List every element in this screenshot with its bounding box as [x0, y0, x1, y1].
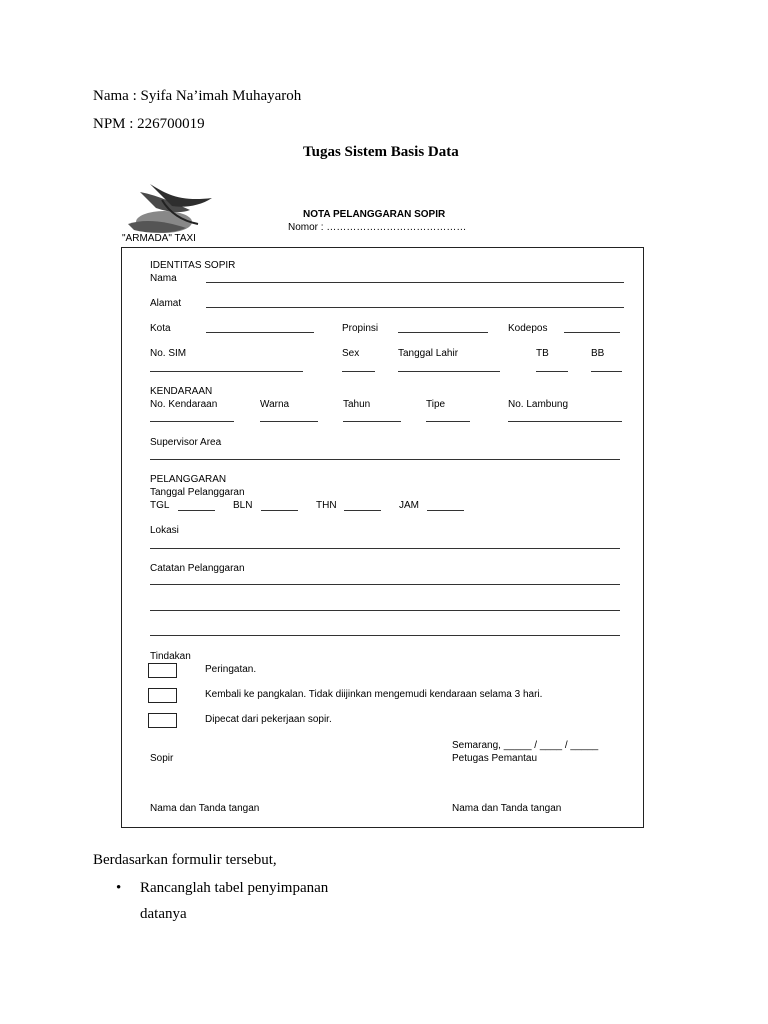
logo-caption: "ARMADA" TAXI: [122, 233, 196, 244]
sopir-signature-label: Nama dan Tanda tangan: [150, 803, 260, 814]
no-kendaraan-line: [150, 421, 234, 422]
tgl-line: [178, 510, 215, 511]
assignment-title: Tugas Sistem Basis Data: [303, 144, 459, 160]
tahun-label: Tahun: [343, 399, 371, 410]
catatan-line-3: [150, 635, 620, 636]
taxi-logo-icon: [120, 180, 215, 238]
tindakan-option-1: Peringatan.: [205, 664, 257, 675]
sex-line: [342, 371, 375, 372]
nama-label: Nama: [150, 273, 177, 284]
tipe-line: [426, 421, 470, 422]
no-lambung-label: No. Lambung: [508, 399, 569, 410]
warna-line: [260, 421, 318, 422]
place-date: Semarang, _____ / ____ / _____: [452, 740, 599, 751]
tindakan-checkbox-2: [148, 688, 177, 703]
lokasi-line: [150, 548, 620, 549]
no-sim-line: [150, 371, 303, 372]
lokasi-label: Lokasi: [150, 525, 179, 536]
catatan-line-2: [150, 610, 620, 611]
tindakan-option-2: Kembali ke pangkalan. Tidak diijinkan mengemudi kendaraan selama 3 hari.: [205, 689, 543, 700]
propinsi-line: [398, 332, 488, 333]
propinsi-label: Propinsi: [342, 323, 379, 334]
no-lambung-line: [508, 421, 622, 422]
tanggal-lahir-line: [398, 371, 500, 372]
sex-label: Sex: [342, 348, 360, 359]
tb-line: [536, 371, 568, 372]
tindakan-checkbox-3: [148, 713, 177, 728]
sopir-label: Sopir: [150, 753, 174, 764]
kendaraan-heading: KENDARAAN: [150, 386, 213, 397]
tanggal-lahir-label: Tanggal Lahir: [398, 348, 459, 359]
tgl-label: TGL: [150, 500, 170, 511]
tb-label: TB: [536, 348, 549, 359]
form-title: NOTA PELANGGARAN SOPIR: [303, 209, 446, 220]
nomor-label: Nomor : ……………………………………: [288, 222, 467, 233]
thn-label: THN: [316, 500, 337, 511]
task-line-2: datanya: [140, 906, 187, 922]
bb-label: BB: [591, 348, 605, 359]
identitas-heading: IDENTITAS SOPIR: [150, 260, 236, 271]
student-npm: NPM : 226700019: [93, 116, 205, 132]
kodepos-line: [564, 332, 620, 333]
bb-line: [591, 371, 622, 372]
petugas-label: Petugas Pemantau: [452, 753, 538, 764]
petugas-signature-label: Nama dan Tanda tangan: [452, 803, 562, 814]
nama-line: [206, 282, 624, 283]
tahun-line: [343, 421, 401, 422]
kota-line: [206, 332, 314, 333]
catatan-label: Catatan Pelanggaran: [150, 563, 245, 574]
tindakan-heading: Tindakan: [150, 651, 191, 662]
intro-text: Berdasarkan formulir tersebut,: [93, 852, 277, 868]
supervisor-area-label: Supervisor Area: [150, 437, 222, 448]
thn-line: [344, 510, 381, 511]
alamat-line: [206, 307, 624, 308]
kodepos-label: Kodepos: [508, 323, 548, 334]
alamat-label: Alamat: [150, 298, 182, 309]
pelanggaran-heading: PELANGGARAN: [150, 474, 227, 485]
jam-label: JAM: [399, 500, 419, 511]
tindakan-checkbox-1: [148, 663, 177, 678]
catatan-line-1: [150, 584, 620, 585]
warna-label: Warna: [260, 399, 290, 410]
kota-label: Kota: [150, 323, 171, 334]
tindakan-option-3: Dipecat dari pekerjaan sopir.: [205, 714, 332, 725]
bullet-icon: •: [116, 880, 122, 896]
jam-line: [427, 510, 464, 511]
task-line-1: Rancanglah tabel penyimpanan: [140, 880, 329, 896]
tipe-label: Tipe: [426, 399, 446, 410]
tanggal-pelanggaran-label: Tanggal Pelanggaran: [150, 487, 245, 498]
no-kendaraan-label: No. Kendaraan: [150, 399, 218, 410]
no-sim-label: No. SIM: [150, 348, 187, 359]
supervisor-area-line: [150, 459, 620, 460]
bln-line: [261, 510, 298, 511]
student-name: Nama : Syifa Na’imah Muhayaroh: [93, 88, 302, 104]
bln-label: BLN: [233, 500, 253, 511]
